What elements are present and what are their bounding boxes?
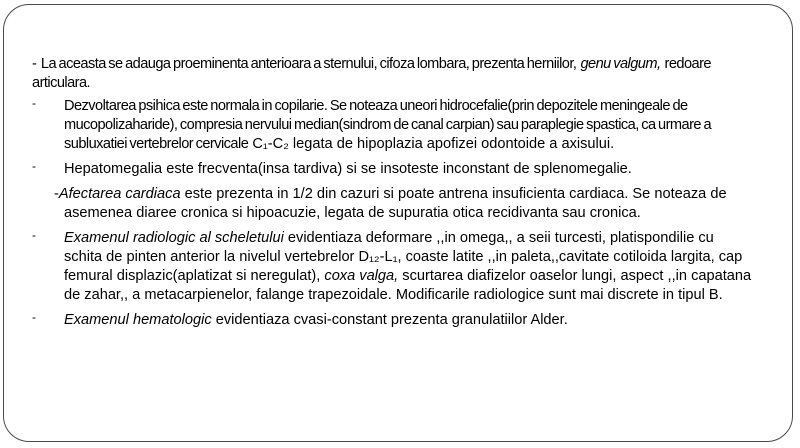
paragraph-text: redoare articulara.: [32, 56, 711, 91]
slide-frame: [3, 4, 793, 442]
paragraph-cardiac: [32, 185, 752, 223]
paragraph-italic-text: Afectarea cardiaca: [58, 186, 181, 202]
paragraph-psychic-development: [32, 97, 752, 154]
bullet-marker: -: [32, 228, 36, 242]
paragraph-radiologic-exam: [32, 229, 752, 305]
paragraph-text: scurtarea diafizelor oaselor lungi, aspect ,,in capatana de zahar,, a metacarpienelor, falange trapezoidale. Modificarile radiologice sunt mai discrete in tipul B.: [64, 268, 752, 303]
bullet-marker: -: [32, 310, 36, 324]
paragraph-italic-text: coxa valga,: [324, 268, 399, 284]
paragraph-text: Hepatomegalia este frecventa(insa tardiva) si se insoteste inconstant de splenomegalie.: [64, 161, 632, 177]
paragraph-italic-text: Examenul hematologic: [64, 312, 212, 328]
paragraph-text: La aceasta se adauga proeminenta anterioara a sternului, cifoza lombara, prezenta herniilor,: [40, 56, 577, 72]
slide-content: [32, 55, 752, 330]
dash-marker: -: [54, 186, 59, 202]
paragraph-text: este prezenta in 1/2 din cazuri si poate antrena insuficienta cardiaca. Se noteaza de asemenea diaree cronica si hipoacuzie, legata de supuratia otica recidivanta sau cronica.: [64, 186, 727, 221]
paragraph-hepatomegaly: [32, 160, 752, 179]
paragraph-skeletal-signs: [32, 55, 752, 93]
bullet-marker: -: [32, 159, 36, 173]
bullet-marker: -: [32, 96, 36, 110]
paragraph-text: C₁-C₂ legata de hipoplazia apofizei odontoide a axisului.: [252, 136, 615, 152]
paragraph-italic-text: Examenul radiologic al scheletului: [64, 230, 284, 246]
paragraph-hematologic-exam: [32, 311, 752, 330]
paragraph-text: evidentiaza deformare ,,in omega,, a seii turcesti, platispondilie cu schita de pinten anterior la nivelul vertebrelor D₁₂-L₁, coaste latite ,,in paleta,,cavitate cotiloida largita, cap femural displazic(aplatizat si neregulat),: [64, 230, 743, 284]
paragraph-text: evidentiaza cvasi-constant prezenta granulatiilor Alder.: [215, 312, 568, 328]
paragraph-italic-text: genu valgum,: [580, 56, 661, 72]
paragraph-text: Dezvoltarea psihica este normala in copilarie. Se noteaza uneori hidrocefalie(prin depozitele meningeale de mucopolizaharide), compresia nervului median(sindrom de canal carpian) sau paraplegie spastica, ca urmare a subluxatiei vertebrelor cervicale: [64, 98, 712, 152]
dash-marker: -: [32, 56, 37, 72]
